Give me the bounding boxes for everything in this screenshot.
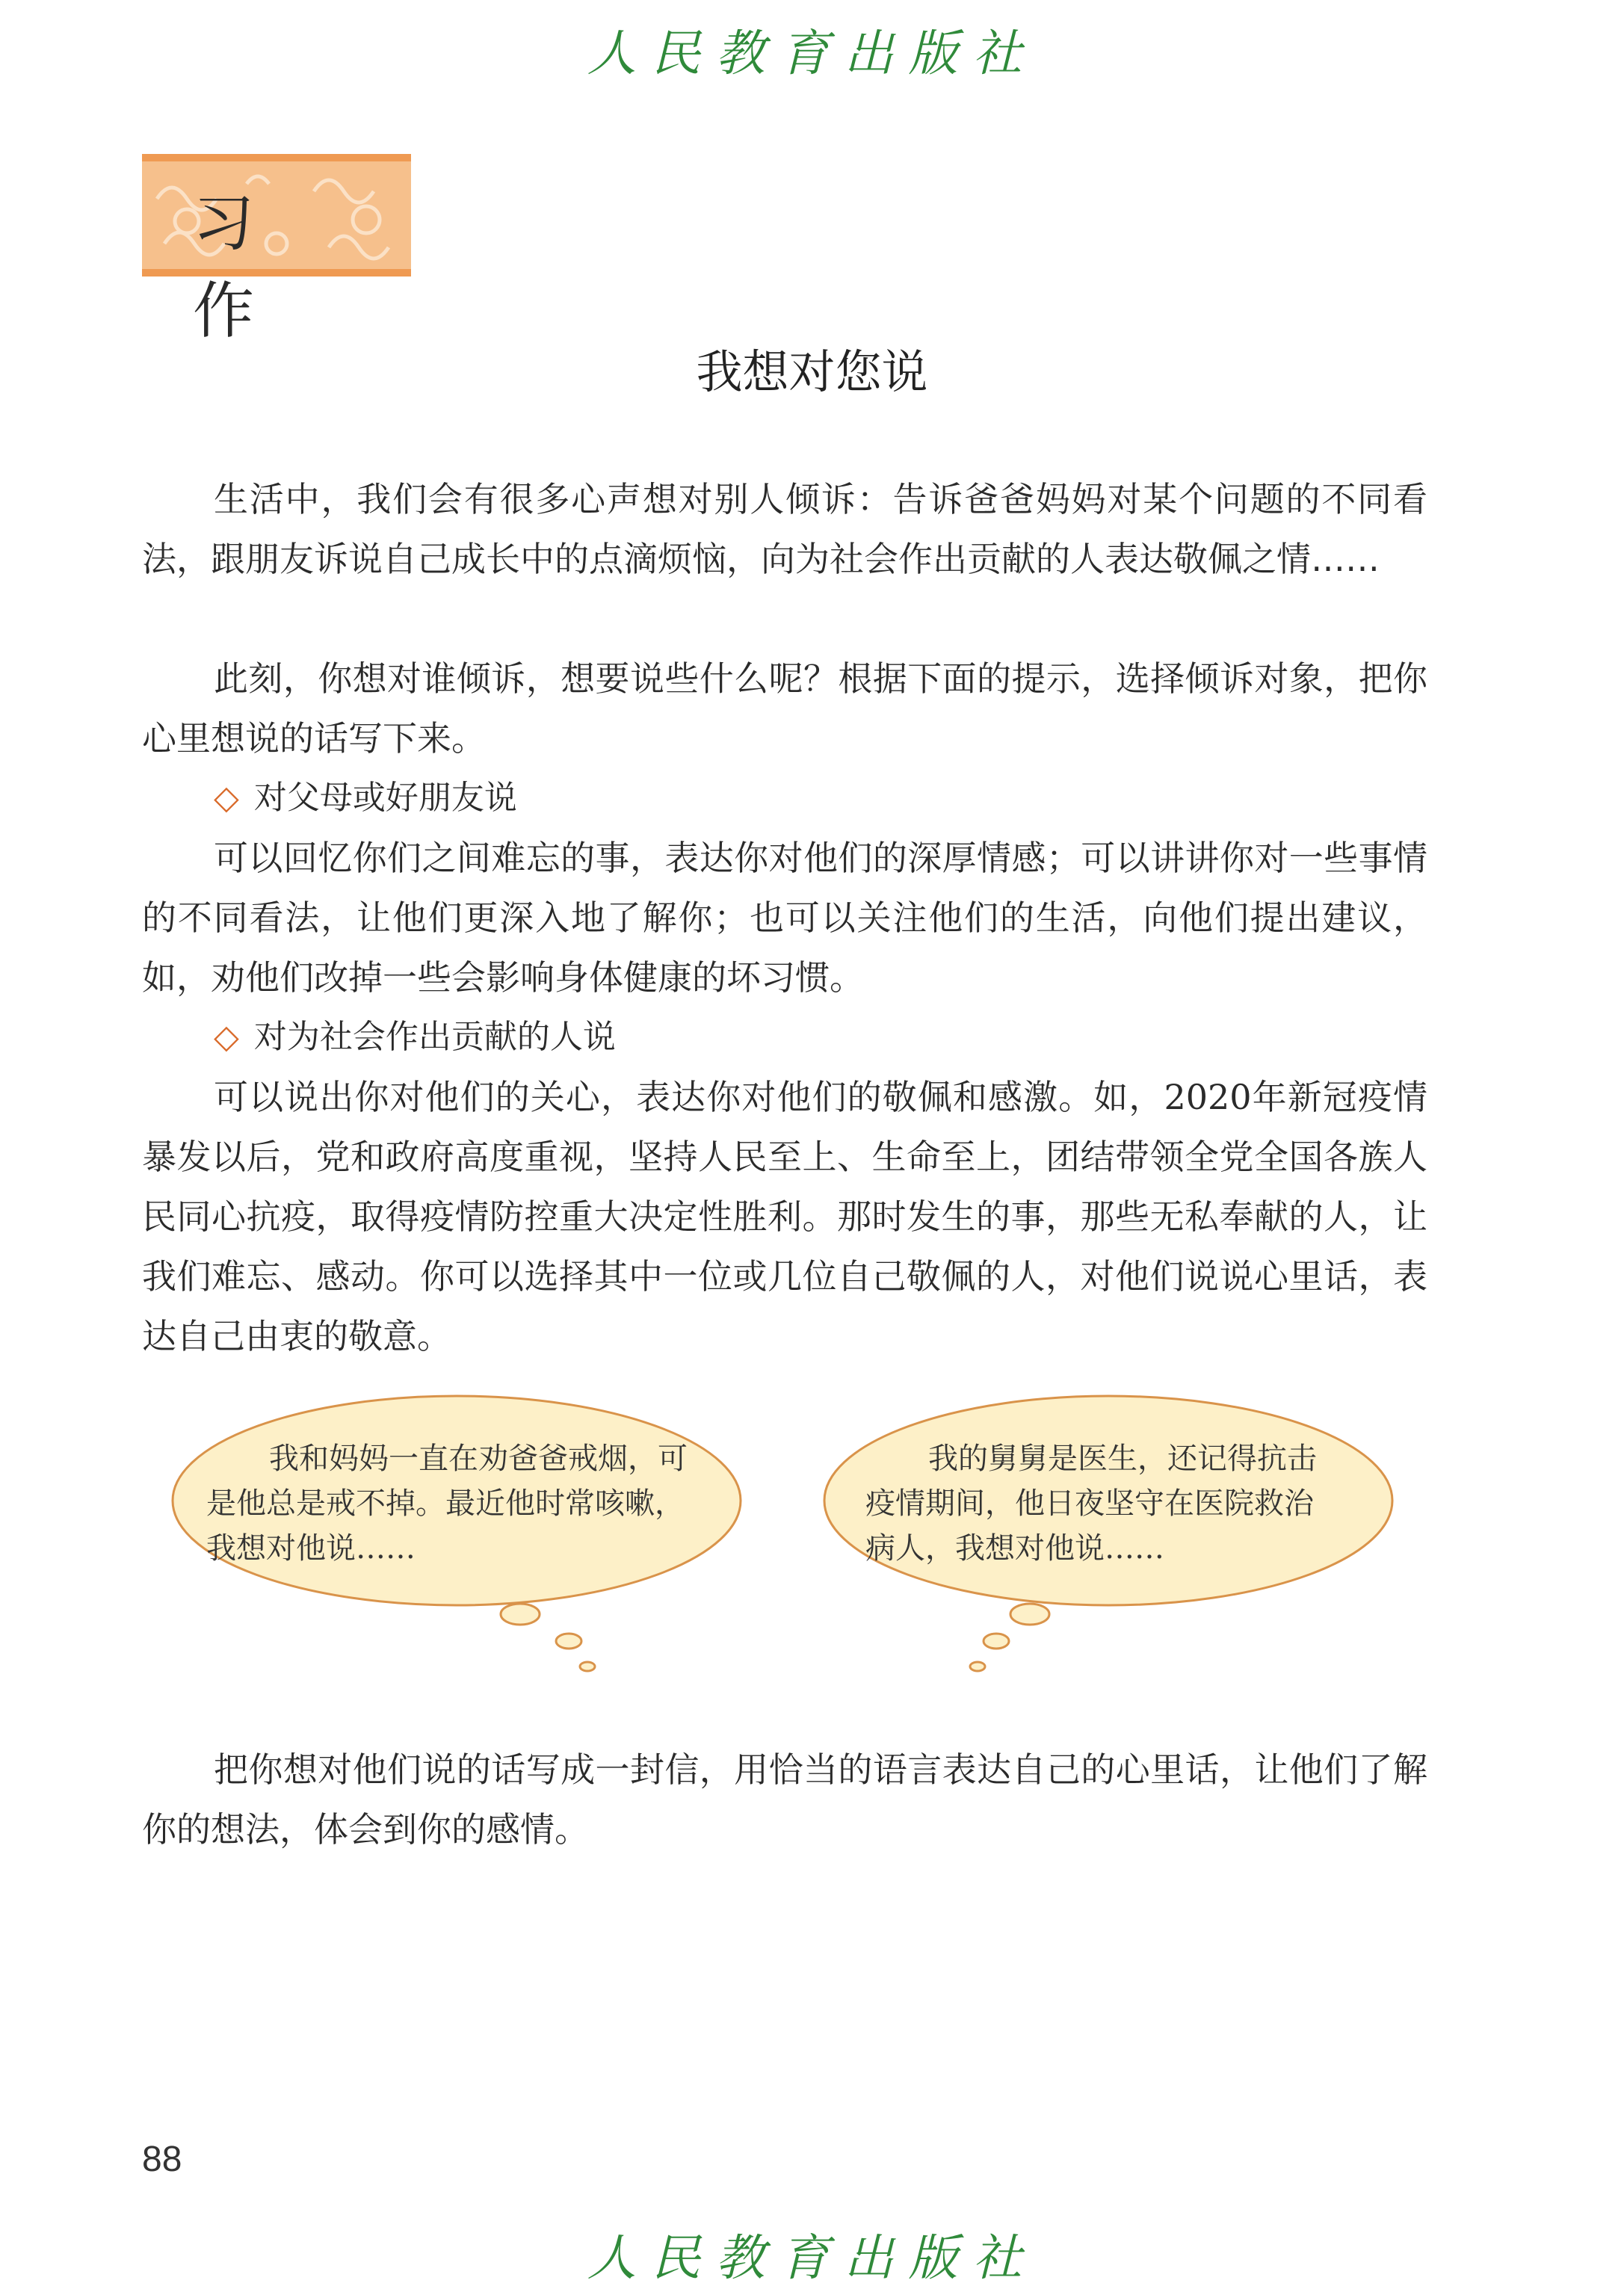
thought-bubble-right [813,1389,1404,1687]
section-label: 习作 [193,188,307,347]
closing-paragraph: 把你想对他们说的话写成一封信，用恰当的语言表达自己的心里话，让他们了解你的想法，体会到你的感情。 [142,1749,1427,1850]
intro-paragraph-2: 此刻，你想对谁倾诉，想要说些什么呢？根据下面的提示，选择倾诉对象，把你心里想说的话写下来。 [142,658,1427,759]
publisher-logo-bottom: 人民教育出版社 [587,2229,1037,2287]
thought-bubble-left [161,1389,752,1687]
badge-top-band [142,154,411,161]
intro-paragraph-1: 生活中，我们会有很多心声想对别人倾诉：告诉爸爸妈妈对某个问题的不同看法，跟朋友诉说自己成长中的点滴烦恼，向为社会作出贡献的人表达敬佩之情…… [142,479,1427,579]
prompt-heading-text: 对为社会作出贡献的人说 [253,1018,616,1056]
prompt-body-1: 可以回忆你们之间难忘的事，表达你对他们的深厚情感；可以讲讲你对一些事情的不同看法，让他们更深入地了解你；也可以关注他们的生活，向他们提出建议，如，劝他们改掉一些会影响身体健康的坏习惯。 [142,838,1427,998]
prompt-heading-1 [214,768,517,828]
bubble-text-right: 我的舅舅是医生，还记得抗击疫情期间，他日夜坚守在医院救治病人，我想对他说…… [865,1442,1317,1566]
prompt-body-2: 可以说出你对他们的关心，表达你对他们的敬佩和感激。如，2020年新冠疫情暴发以后，党和政府高度重视，坚持人民至上、生命至上，团结带领全党全国各族人民同心抗疫，取得疫情防控重大决定性胜利。那时发生的事，那些无私奉献的人，让我们难忘、感动。你可以选择其中一位或几位自己敬佩的人，对他们说说心里话，表达自己由衷的敬意。 [142,1077,1427,1356]
diamond-icon: ◇ [214,779,239,817]
page-title: 我想对您说 [696,345,928,399]
page-number: 88 [142,2140,182,2179]
publisher-logo-top: 人民教育出版社 [587,25,1037,82]
diamond-icon: ◇ [214,1018,239,1056]
prompt-heading-text: 对父母或好朋友说 [253,779,517,817]
section-badge [142,154,411,347]
bubble-text-left: 我和妈妈一直在劝爸爸戒烟，可是他总是戒不掉。最近他时常咳嗽，我想对他说…… [206,1442,688,1566]
prompt-heading-2 [214,1007,616,1067]
